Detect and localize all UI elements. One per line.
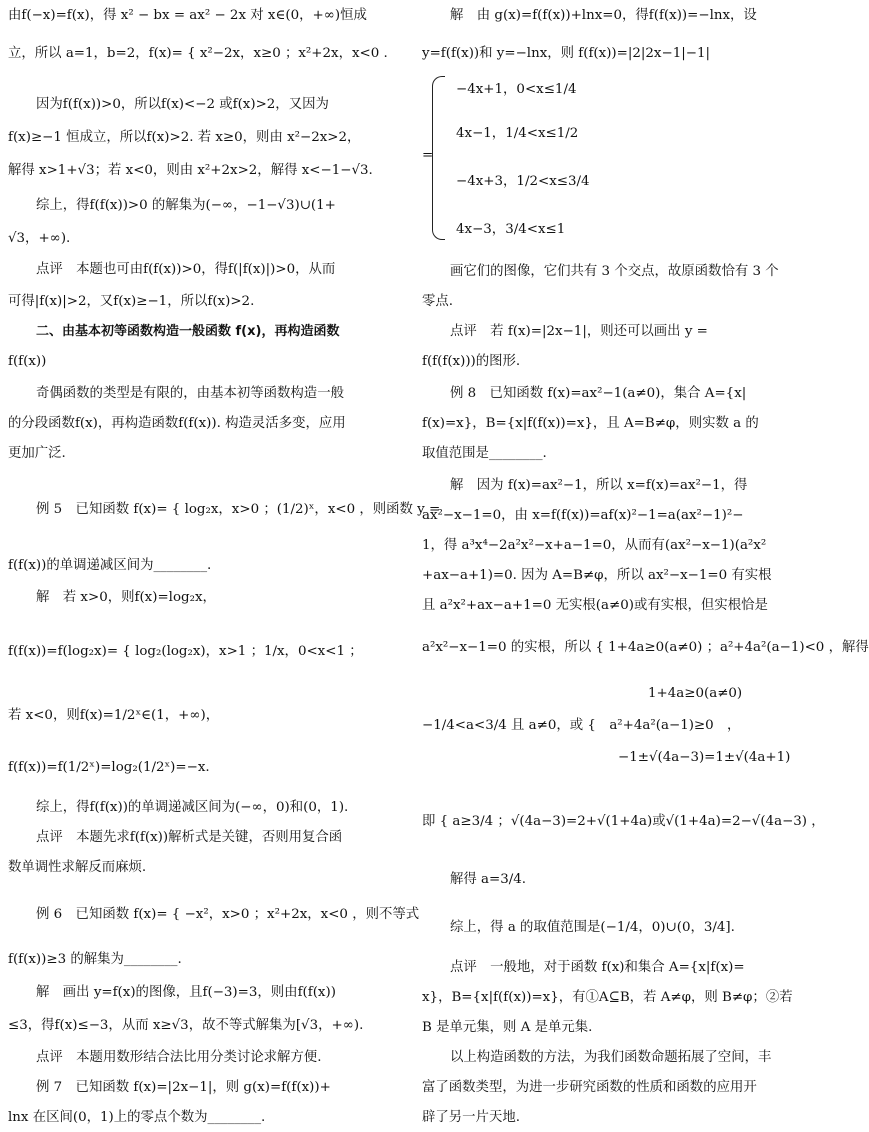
- example-5: 例 5 已知函数 f(x)= { log₂x，x>0 ；(1/2)ˣ，x<0 ，则函数 y =: [36, 502, 441, 517]
- text-line: 综上，得f(f(x))的单调递减区间为(−∞，0)和(0，1).: [36, 800, 349, 815]
- text-line: a²x²−x−1=0 的实根，所以 { 1+4a≥0(a≠0) ；a²+4a²(a−1)<0 ，解得: [422, 640, 869, 655]
- remark-line: 点评 一般地，对于函数 f(x)和集合 A={x|f(x)=: [450, 960, 745, 975]
- text-line: lnx 在区间(0，1)上的零点个数为________.: [8, 1110, 266, 1125]
- text-line: 以上构造函数的方法，为我们函数命题拓展了空间，丰: [450, 1050, 772, 1065]
- text-line: −1/4<a<3/4 且 a≠0，或 { a²+4a²(a−1)≥0 ，: [422, 718, 741, 733]
- condition-1: 1+4a≥0(a≠0): [648, 686, 743, 701]
- solution-line: 解 画出 y=f(x)的图像，且f(−3)=3，则由f(f(x)): [36, 985, 336, 1000]
- text-line: √3，+∞).: [8, 231, 71, 246]
- example-7: 例 7 已知函数 f(x)=|2x−1|，则 g(x)=f(f(x))+: [36, 1080, 331, 1095]
- formula-line: f(f(x))=f(1/2ˣ)=log₂(1/2ˣ)=−x.: [8, 760, 210, 775]
- text-line: 数单调性求解反而麻烦.: [8, 860, 147, 875]
- piece-2: 4x−1，1/4<x≤1/2: [456, 126, 579, 141]
- text-line: ax²−x−1=0，由 x=f(f(x))=af(x)²−1=a(ax²−1)²−: [422, 508, 744, 523]
- text-line: 且 a²x²+ax−a+1=0 无实根(a≠0)或有实根，但实根恰是: [422, 598, 768, 613]
- text-line: 富了函数类型，为进一步研究函数的性质和函数的应用开: [422, 1080, 757, 1095]
- text-line: 立，所以 a=1，b=2，f(x)= { x²−2x，x≥0 ；x²+2x，x<0 .: [8, 46, 388, 61]
- text-line: 辟了另一片天地.: [422, 1110, 520, 1125]
- section-heading: 二、由基本初等函数构造一般函数 f(x)，再构造函数: [36, 324, 340, 339]
- equals-sign: =: [422, 148, 434, 163]
- remark-line: 点评 本题用数形结合法比用分类讨论求解方便.: [36, 1050, 322, 1065]
- text-line: f(f(x))的单调递减区间为________.: [8, 558, 212, 573]
- remark-line: 点评 本题先求f(f(x))解析式是关键，否则用复合函: [36, 830, 343, 845]
- text-line: 更加广泛.: [8, 446, 66, 461]
- solution-line: 解 因为 f(x)=ax²−1，所以 x=f(x)=ax²−1，得: [450, 478, 748, 493]
- section-heading-cont: f(f(x)): [8, 354, 47, 369]
- formula-line: f(f(x))=f(log₂x)= { log₂(log₂x)，x>1 ；1/x，0<x<1 ；: [8, 644, 363, 659]
- text-line: x}，B={x|f(f(x))=x}，有①A⊆B，若 A≠φ，则 B≠φ；②若: [422, 990, 793, 1005]
- text-line: 解得 a=3/4.: [450, 872, 527, 887]
- text-line: 画它们的图像，它们共有 3 个交点，故原函数恰有 3 个: [450, 264, 779, 279]
- text-line: 的分段函数f(x)，再构造函数f(f(x)). 构造灵活多变，应用: [8, 416, 346, 431]
- text-line: 综上，得f(f(x))>0 的解集为(−∞，−1−√3)∪(1+: [36, 198, 336, 213]
- piece-4: 4x−3，3/4<x≤1: [456, 222, 566, 237]
- text-line: f(f(f(x)))的图形.: [422, 354, 521, 369]
- text-line: 由f(−x)=f(x)，得 x² − bx = ax² − 2x 对 x∈(0，+∞)恒成: [8, 8, 367, 23]
- text-line: 可得|f(x)|>2，又f(x)≥−1，所以f(x)>2.: [8, 294, 255, 309]
- right-column: [422, 0, 869, 1132]
- piece-3: −4x+3，1/2<x≤3/4: [456, 174, 590, 189]
- text-line: 综上，得 a 的取值范围是(−1/4，0)∪(0，3/4].: [450, 920, 735, 935]
- piece-1: −4x+1，0<x≤1/4: [456, 82, 577, 97]
- text-line: 1，得 a³x⁴−2a²x²−x+a−1=0，从而有(ax²−x−1)(a²x²: [422, 538, 767, 553]
- solution-line: 解 由 g(x)=f(f(x))+lnx=0，得f(f(x))=−lnx，设: [450, 8, 757, 23]
- text-line: 因为f(f(x))>0，所以f(x)<−2 或f(x)>2，又因为: [36, 97, 329, 112]
- text-line: 奇偶函数的类型是有限的，由基本初等函数构造一般: [36, 386, 344, 401]
- remark-line: 点评 本题也可由f(f(x))>0，得f(|f(x)|)>0，从而: [36, 262, 336, 277]
- text-line: +ax−a+1)=0. 因为 A=B≠φ，所以 ax²−x−1=0 有实根: [422, 568, 772, 583]
- text-line: f(f(x))≥3 的解集为________.: [8, 952, 182, 967]
- text-line: y=f(f(x))和 y=−lnx，则 f(f(x))=|2|2x−1|−1|: [422, 46, 710, 61]
- text-line: ≤3，得f(x)≤−3，从而 x≥√3，故不等式解集为[√3，+∞).: [8, 1018, 364, 1033]
- remark-line: 点评 若 f(x)=|2x−1|，则还可以画出 y =: [450, 324, 708, 339]
- condition-3: −1±√(4a−3)=1±√(4a+1): [618, 750, 791, 765]
- text-line: f(x)=x}，B={x|f(f(x))=x}，且 A=B≠φ，则实数 a 的: [422, 416, 759, 431]
- example-8: 例 8 已知函数 f(x)=ax²−1(a≠0)，集合 A={x|: [450, 386, 747, 401]
- left-column: [8, 0, 441, 1132]
- text-line: 零点.: [422, 294, 454, 309]
- text-line: 若 x<0，则f(x)=1/2ˣ∈(1，+∞)，: [8, 708, 220, 723]
- example-6: 例 6 已知函数 f(x)= { −x²，x>0 ；x²+2x，x<0 ，则不等式: [36, 907, 420, 922]
- text-line: B 是单元集，则 A 是单元集.: [422, 1020, 593, 1035]
- solution-line: 解 若 x>0，则f(x)=log₂x，: [36, 590, 216, 605]
- text-line: f(x)≥−1 恒成立，所以f(x)>2. 若 x≥0，则由 x²−2x>2，: [8, 130, 361, 145]
- text-line: 解得 x>1+√3；若 x<0，则由 x²+2x>2，解得 x<−1−√3.: [8, 163, 373, 178]
- text-line: 即 { a≥3/4 ；√(4a−3)=2+√(1+4a)或√(1+4a)=2−√(4a−3) ，: [422, 814, 825, 829]
- text-line: 取值范围是________.: [422, 446, 547, 461]
